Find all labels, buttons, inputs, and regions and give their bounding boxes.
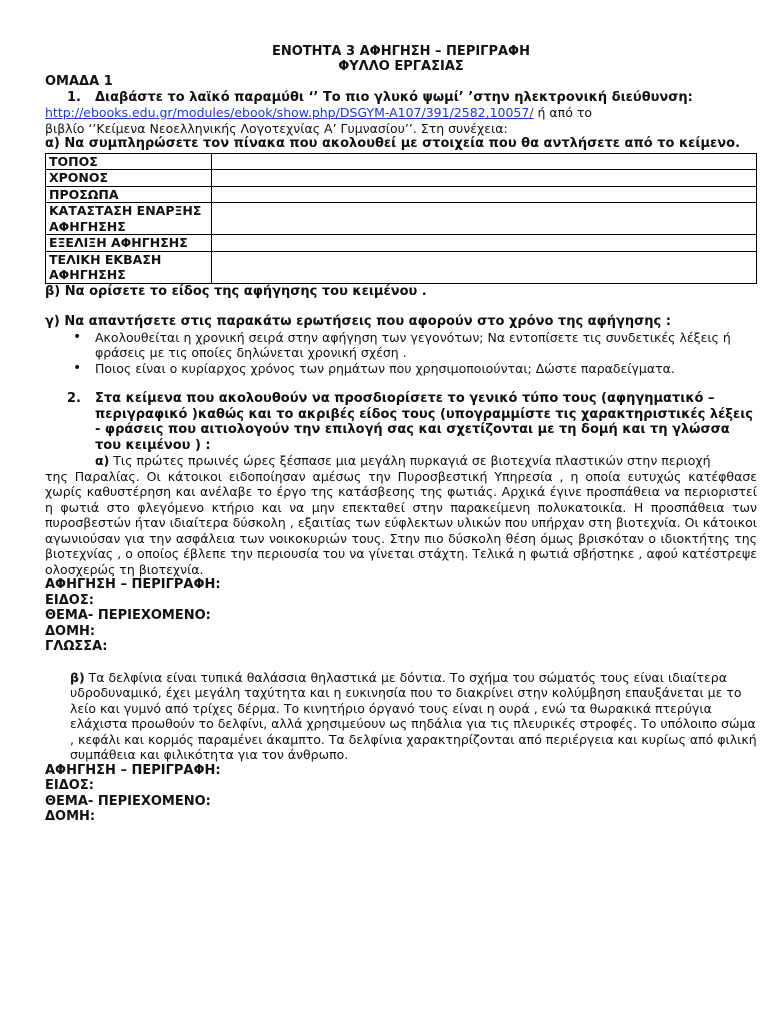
part-c-instruction: γ) Να απαντήσετε στις παρακάτω ερωτήσεις που αφορούν στο χρόνο της αφήγησης : bbox=[45, 314, 671, 329]
field-structure: ΔΟΜΗ: bbox=[45, 623, 96, 639]
text-b-text: Τα δελφίνια είναι τυπικά θαλάσσια θηλαστικά με δόντια. Το σχήμα του σώματός τους είναι ιδιαίτερα υδροδυναμικό, έχει μεγάλη ταχύτητα και η ευκινησία που το διακρίνει στην κολύμβηση επαυξάνεται με το λείο και γυμνό από τρίχες δέρμα. Το κινητήριο όργανό τους είναι η ουρά , ενώ τα θωρακικά πτερύγια ελάχιστα προωθούν το δελφίνι, αλλά χρησιμεύουν ως πηδάλια για τις πλευρικές στροφές. Το υπόλοιπο σώμα , κεφάλι και κορμός παραμένει άκαμπτο. Τα δελφίνια χαρακτηρίζονται από περιέργεια και κυρίως από φιλική συμπάθεια και φιλικότητα για τον άνθρωπο. bbox=[70, 669, 757, 762]
row-label-start: ΚΑΤΑΣΤΑΣΗ ΕΝΑΡΞΗΣ ΑΦΗΓΗΣΗΣ bbox=[46, 203, 212, 235]
field-structure: ΔΟΜΗ: bbox=[45, 809, 96, 824]
field-narrative-description: ΑΦΗΓΗΣΗ – ΠΕΡΙΓΡΑΦΗ: bbox=[45, 762, 221, 778]
question-2-number: 2. bbox=[67, 391, 81, 406]
field-type: ΕΙΔΟΣ: bbox=[45, 592, 94, 608]
question-2-instruction bbox=[45, 391, 757, 453]
book-line: βιβλίο ‘’Κείμενα Νεοελληνικής Λογοτεχνίας Α’ Γυμνασίου’’. Στη συνέχεια: bbox=[45, 120, 508, 136]
ebook-link[interactable]: http://ebooks.edu.gr/modules/ebook/show.php/DSGYM-A107/391/2582,10057/ bbox=[45, 105, 534, 120]
list-item: • Ακολουθείται η χρονική σειρά στην αφήγηση των γεγονότων; Να εντοπίσετε τις συνδετικές λέξεις ή φράσεις με τις οποίες δηλώνεται χρονική σχέση . bbox=[95, 330, 757, 361]
spacer bbox=[45, 655, 757, 670]
question-2-text: Στα κείμενα που ακολουθούν να προσδιορίσετε το γενικό τύπο τους (αφηγηματικό –περιγραφικό )καθώς και το ακριβές είδος τους (υπογραμμίστε τις χαρακτηριστικές λέξεις - φράσεις που αιτιολογούν την επιλογή σας και σχετίζονται με τη δομή και τη γλώσσα του κειμένου ) : bbox=[95, 391, 753, 453]
part-a-instruction: α) Να συμπληρώσετε τον πίνακα που ακολουθεί με στοιχεία που θα αντλήσετε από το κείμενο. bbox=[45, 136, 741, 151]
text-b-body bbox=[45, 670, 757, 763]
row-value-development[interactable] bbox=[212, 235, 757, 252]
part-b-instruction: β) Να ορίσετε το είδος της αφήγησης του κειμένου . bbox=[45, 283, 427, 299]
spacer bbox=[45, 299, 757, 314]
story-elements-table bbox=[45, 153, 757, 284]
link-line bbox=[45, 105, 757, 121]
table-row bbox=[46, 153, 757, 170]
row-label-time: ΧΡΟΝΟΣ bbox=[46, 170, 212, 187]
text-b-label: β) bbox=[70, 669, 85, 685]
row-label-outcome: ΤΕΛΙΚΗ ΕΚΒΑΣΗ ΑΦΗΓΗΣΗΣ bbox=[46, 251, 212, 283]
worksheet-title: ΕΝΟΤΗΤΑ 3 ΑΦΗΓΗΣΗ – ΠΕΡΙΓΡΑΦΗ bbox=[272, 44, 530, 59]
question-1-instruction bbox=[45, 90, 757, 106]
link-suffix: ή από το bbox=[533, 105, 592, 120]
row-value-persons[interactable] bbox=[212, 186, 757, 203]
table-row bbox=[46, 235, 757, 252]
text-a-body: της Παραλίας. Οι κάτοικοι ειδοποίησαν αμέσως την Πυροσβεστική Υπηρεσία , η οποία ευτυχώς κατέφθασε χωρίς καθυστέρηση και ανέλαβε το έργο της κατάσβεσης της φωτιάς. Αρχικά έγινε προσπάθεια να περιοριστεί η φωτιά στο φλεγόμενο κτήριο και να μην επεκταθεί στην παρακείμενη πολυκατοικία. Η προσπάθεια των πυροσβεστών ήταν ιδιαίτερα δύσκολη , εξαιτίας των εύφλεκτων υλικών που υπήρχαν στη βιοτεχνία. Οι κάτοικοι αγωνιούσαν για την ασφάλεια των νοικοκυριών τους. Στην πιο δύσκολη θέση όμως βρισκόταν ο ιδιοκτήτης της βιοτεχνίας , ο οποίος έβλεπε την περιουσία του να γίνεται στάχτη. Τελικά η φωτιά σβήστηκε , αφού κατέστρεψε ολοσχερώς τη βιοτεχνία. bbox=[45, 468, 757, 577]
worksheet-subtitle: ΦΥΛΛΟ ΕΡΓΑΣΙΑΣ bbox=[338, 59, 464, 74]
row-label-development: ΕΞΕΛΙΞΗ ΑΦΗΓΗΣΗΣ bbox=[46, 235, 212, 252]
row-value-place[interactable] bbox=[212, 153, 757, 170]
question-1-text: Διαβάστε το λαϊκό παραμύθι ‘’ Το πιο γλυκό ψωμί’ ’στην ηλεκτρονική διεύθυνση: bbox=[95, 89, 693, 105]
group-label: ΟΜΑΔΑ 1 bbox=[45, 74, 113, 89]
worksheet-page bbox=[45, 44, 757, 825]
table-row bbox=[46, 170, 757, 187]
table-row bbox=[46, 203, 757, 235]
text-a-label: α) bbox=[95, 453, 110, 468]
row-value-time[interactable] bbox=[212, 170, 757, 187]
time-questions-list bbox=[45, 330, 757, 377]
question-1-number: 1. bbox=[67, 89, 81, 105]
field-theme: ΘΕΜΑ- ΠΕΡΙΕΧΟΜΕΝΟ: bbox=[45, 793, 211, 809]
field-language: ΓΛΩΣΣΑ: bbox=[45, 639, 108, 654]
text-a-first: Τις πρώτες πρωινές ώρες ξέσπασε μια μεγάλη πυρκαγιά σε βιοτεχνία πλαστικών στην περιοχή bbox=[109, 453, 711, 468]
table-row bbox=[46, 251, 757, 283]
row-value-outcome[interactable] bbox=[212, 251, 757, 283]
row-value-start[interactable] bbox=[212, 203, 757, 235]
table-row bbox=[46, 186, 757, 203]
text-a-first-line bbox=[45, 453, 757, 469]
row-label-persons: ΠΡΟΣΩΠΑ bbox=[46, 186, 212, 203]
spacer bbox=[45, 376, 757, 391]
list-item: • Ποιος είναι ο κυρίαρχος χρόνος των ρημάτων που χρησιμοποιούνται; Δώστε παραδείγματα. bbox=[95, 361, 757, 377]
field-type: ΕΙΔΟΣ: bbox=[45, 778, 94, 793]
field-narrative-description: ΑΦΗΓΗΣΗ – ΠΕΡΙΓΡΑΦΗ: bbox=[45, 577, 221, 592]
row-label-place: ΤΟΠΟΣ bbox=[46, 153, 212, 170]
field-theme: ΘΕΜΑ- ΠΕΡΙΕΧΟΜΕΝΟ: bbox=[45, 608, 211, 623]
